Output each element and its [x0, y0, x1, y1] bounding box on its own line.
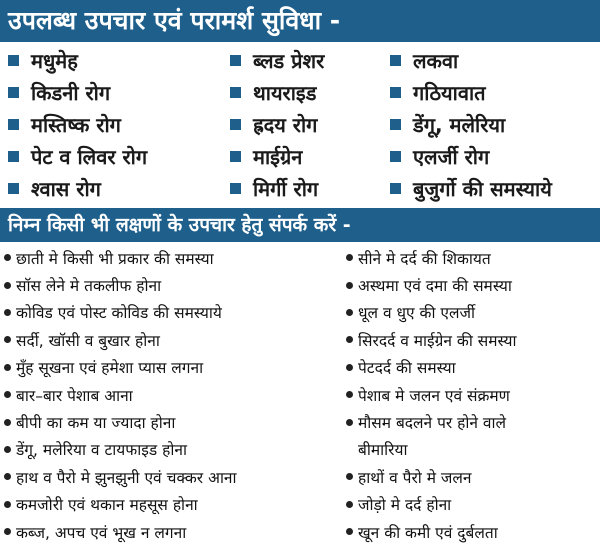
- square-bullet-icon: [390, 55, 401, 66]
- facility-item: ब्लड प्रेशर: [222, 44, 382, 76]
- facility-item: माईग्रेन: [222, 140, 382, 172]
- facility-item: डेंगू, मलेरिया: [382, 108, 600, 140]
- symptom-item: सीने मे दर्द की शिकायत: [342, 244, 600, 271]
- dot-bullet-icon: [346, 473, 353, 480]
- facility-item: ह्रदय रोग: [222, 108, 382, 140]
- dot-bullet-icon: [346, 282, 353, 289]
- symptom-item-continuation: बीमारिया: [358, 441, 408, 460]
- facility-item: थायराइड: [222, 76, 382, 108]
- dot-bullet-icon: [4, 336, 11, 343]
- dot-bullet-icon: [346, 336, 353, 343]
- dot-bullet-icon: [346, 501, 353, 508]
- symptom-item: अस्थमा एवं दमा की समस्या: [342, 271, 600, 298]
- symptom-item: पेटदर्द की समस्या: [342, 354, 600, 381]
- square-bullet-icon: [230, 119, 241, 130]
- symptom-item: सिरदर्द व माईग्रेन की समस्या: [342, 326, 600, 353]
- facility-item: मिर्गी रोग: [222, 172, 382, 204]
- symptom-item: सर्दी, खॉसी व बुखार होना: [0, 326, 342, 353]
- square-bullet-icon: [390, 87, 401, 98]
- symptom-item: पेशाब मे जलन एवं संक्रमण: [342, 381, 600, 408]
- dot-bullet-icon: [4, 282, 11, 289]
- symptoms-title: निम्न किसी भी लक्षणों के उपचार हेतु संपर्क करें -: [8, 214, 351, 236]
- facility-item: मस्तिष्क रोग: [0, 108, 222, 140]
- square-bullet-icon: [390, 183, 401, 194]
- dot-bullet-icon: [346, 528, 353, 535]
- dot-bullet-icon: [346, 391, 353, 398]
- square-bullet-icon: [230, 55, 241, 66]
- dot-bullet-icon: [4, 501, 11, 508]
- symptom-item: कोविड एवं पोस्ट कोविड की समस्याये: [0, 299, 342, 326]
- dot-bullet-icon: [4, 446, 11, 453]
- square-bullet-icon: [230, 183, 241, 194]
- dot-bullet-icon: [346, 419, 353, 426]
- square-bullet-icon: [230, 151, 241, 162]
- facilities-header: [0, 0, 600, 42]
- symptom-item: मुँह सूखना एवं हमेशा प्यास लगना: [0, 354, 342, 381]
- facility-item: किडनी रोग: [0, 76, 222, 108]
- symptoms-list: [0, 244, 600, 545]
- symptom-item: जोड़ो मे दर्द होना: [342, 491, 600, 518]
- symptoms-column-left: [0, 244, 342, 545]
- facility-item: मधुमेह: [0, 44, 222, 76]
- facility-item: लकवा: [382, 44, 600, 76]
- symptom-item: हाथ व पैरो मे झुनझुनी एवं चक्कर आना: [0, 463, 342, 490]
- symptom-item: सॉस लेने मे तकलीफ होना: [0, 271, 342, 298]
- facility-item: श्वास रोग: [0, 172, 222, 204]
- symptoms-header: [0, 208, 600, 242]
- symptom-item: खून की कमी एवं दुर्बलता: [342, 518, 600, 545]
- square-bullet-icon: [8, 183, 19, 194]
- square-bullet-icon: [230, 87, 241, 98]
- dot-bullet-icon: [346, 309, 353, 316]
- symptom-item: डेंगू, मलेरिया व टायफाइड होना: [0, 436, 342, 463]
- square-bullet-icon: [8, 87, 19, 98]
- square-bullet-icon: [8, 151, 19, 162]
- symptom-item: बार–बार पेशाब आना: [0, 381, 342, 408]
- facilities-grid: [0, 44, 600, 204]
- symptom-item: कब्ज, अपच एवं भूख न लगना: [0, 518, 342, 545]
- facility-item: पेट व लिवर रोग: [0, 140, 222, 172]
- symptom-item: बीपी का कम या ज्यादा होना: [0, 408, 342, 435]
- square-bullet-icon: [390, 151, 401, 162]
- square-bullet-icon: [8, 119, 19, 130]
- dot-bullet-icon: [4, 391, 11, 398]
- dot-bullet-icon: [346, 254, 353, 261]
- facility-item: एलर्जी रोग: [382, 140, 600, 172]
- square-bullet-icon: [8, 55, 19, 66]
- symptom-item: हाथों व पैरो मे जलन: [342, 463, 600, 490]
- symptom-item: छाती मे किसी भी प्रकार की समस्या: [0, 244, 342, 271]
- dot-bullet-icon: [4, 364, 11, 371]
- symptoms-column-right: [342, 244, 600, 545]
- dot-bullet-icon: [4, 309, 11, 316]
- symptom-item: मौसम बदलने पर होने वाले: [342, 408, 600, 435]
- dot-bullet-icon: [346, 364, 353, 371]
- symptom-item: धूल व धुए की एलर्जी: [342, 299, 600, 326]
- facility-item: गठियावात: [382, 76, 600, 108]
- dot-bullet-icon: [4, 419, 11, 426]
- dot-bullet-icon: [4, 473, 11, 480]
- dot-bullet-icon: [4, 528, 11, 535]
- square-bullet-icon: [390, 119, 401, 130]
- dot-bullet-icon: [4, 254, 11, 261]
- facilities-title: उपलब्ध उपचार एवं परामर्श सुविधा -: [8, 6, 341, 35]
- facility-item: बुजुर्गो की समस्याये: [382, 172, 600, 204]
- symptom-item: कमजोरी एवं थकान महसूस होना: [0, 491, 342, 518]
